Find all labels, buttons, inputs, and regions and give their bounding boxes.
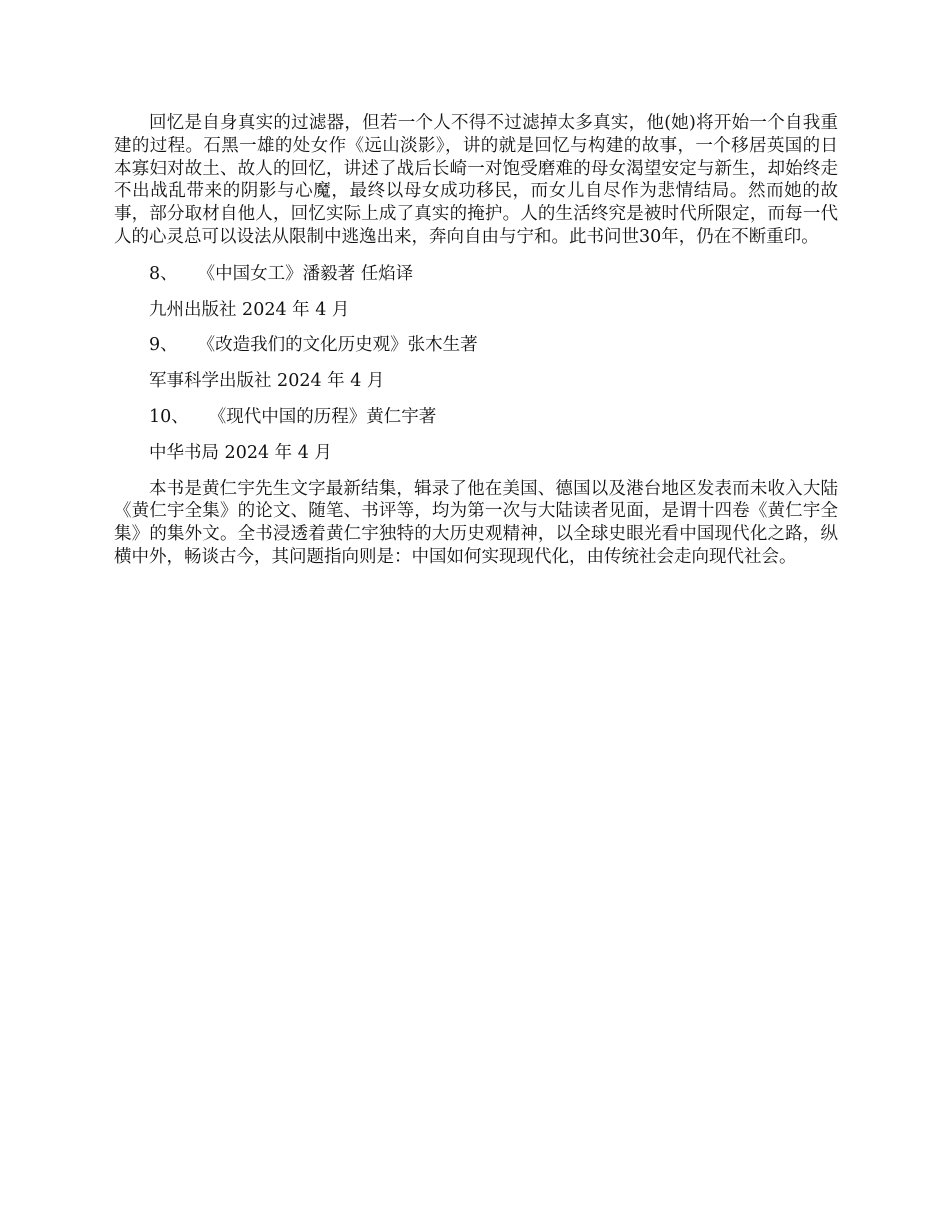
book-entry-9 <box>114 334 838 357</box>
book-description-paragraph: 本书是黄仁宇先生文字最新结集，辑录了他在美国、德国以及港台地区发表而未收入大陆《黄仁宇全集》的论文、随笔、书评等，均为第一次与大陆读者见面，是谓十四卷《黄仁宇全集》的集外文。全书浸透着黄仁宇独特的大历史观精神，以全球史眼光看中国现代化之路，纵横中外，畅谈古今，其问题指向则是：中国如何实现现代化，由传统社会走向现代社会。 <box>114 478 838 567</box>
book-title: 《中国女工》潘毅著 任焰译 <box>197 263 414 284</box>
book-number: 8、 <box>149 263 178 284</box>
book-publisher: 中华书局 2024 年 4 月 <box>149 442 332 463</box>
book-publisher: 九州出版社 2024 年 4 月 <box>149 299 350 320</box>
intro-paragraph: 回忆是自身真实的过滤器，但若一个人不得不过滤掉太多真实，他(她)将开始一个自我重建的过程。石黑一雄的处女作《远山淡影》，讲的就是回忆与构建的故事，一个移居英国的日本寡妇对故土、故人的回忆，讲述了战后长崎一对饱受磨难的母女渴望安定与新生，却始终走不出战乱带来的阴影与心魔，最终以母女成功移民，而女儿自尽作为悲情结局。然而她的故事，部分取材自他人，回忆实际上成了真实的掩护。人的生活终究是被时代所限定，而每一代人的心灵总可以设法从限制中逃逸出来，奔向自由与宁和。此书问世30年，仍在不断重印。 <box>114 113 838 247</box>
book-number: 10、 <box>149 406 189 427</box>
document-body <box>114 112 838 569</box>
book-title: 《改造我们的文化历史观》张木生著 <box>197 335 478 356</box>
book-number: 9、 <box>149 335 178 356</box>
book-entry-8 <box>114 263 838 286</box>
book-entry-10 <box>114 406 838 429</box>
book-publisher: 军事科学出版社 2024 年 4 月 <box>149 371 385 392</box>
book-title: 《现代中国的历程》黄仁宇著 <box>208 406 437 427</box>
